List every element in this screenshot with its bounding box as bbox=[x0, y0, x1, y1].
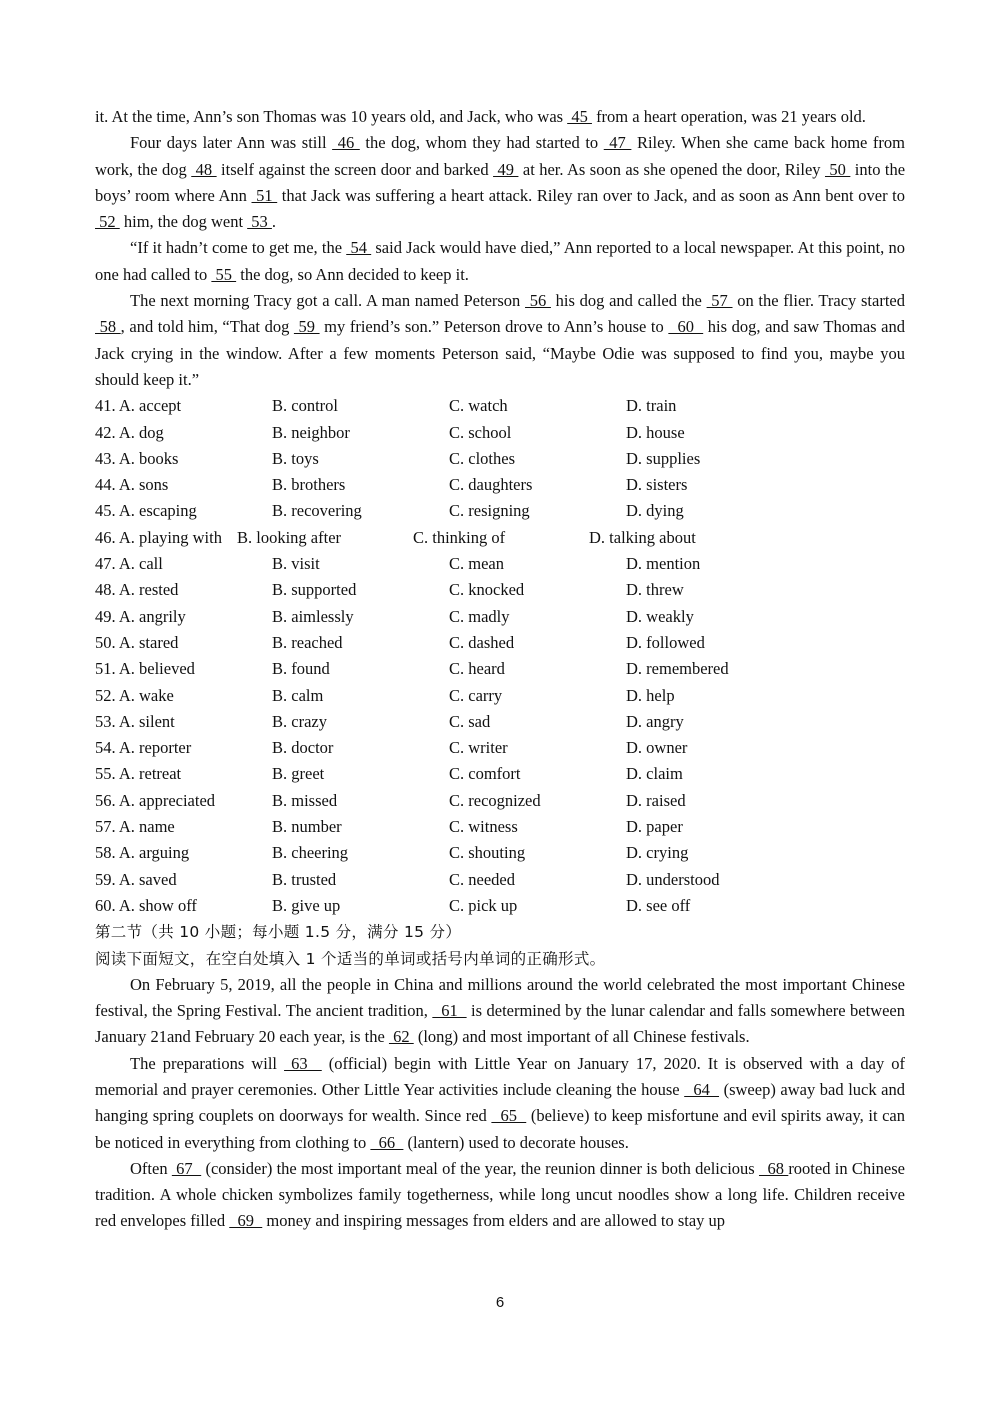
option-c: C. resigning bbox=[449, 501, 530, 521]
passage1-paragraph-3 bbox=[95, 235, 905, 288]
option-d: D. help bbox=[626, 685, 675, 705]
option-a: 53. A. silent bbox=[95, 711, 175, 731]
option-d: D. train bbox=[626, 396, 677, 416]
option-c: C. witness bbox=[449, 817, 518, 837]
option-d: D. talking about bbox=[589, 527, 696, 547]
option-b: B. crazy bbox=[272, 711, 327, 731]
passage-text: the dog, so Ann decided to keep it. bbox=[236, 264, 469, 284]
page-number: 6 bbox=[495, 1294, 505, 1311]
option-row bbox=[95, 604, 905, 630]
passage-text: (consider) the most important meal of the year, the reunion dinner is both delicious bbox=[201, 1158, 759, 1178]
option-a: 52. A. wake bbox=[95, 685, 174, 705]
option-row bbox=[95, 472, 905, 498]
answer-blank: 47 bbox=[603, 133, 632, 153]
option-d: D. threw bbox=[626, 580, 684, 600]
option-a: 44. A. sons bbox=[95, 475, 169, 495]
option-a: 49. A. angrily bbox=[95, 606, 186, 626]
option-d: D. house bbox=[626, 422, 685, 442]
option-row bbox=[95, 393, 905, 419]
passage-text: it. At the time, Ann’s son Thomas was 10 years old, and Jack, who was bbox=[95, 107, 568, 126]
option-d: D. weakly bbox=[626, 606, 694, 626]
option-c: C. needed bbox=[449, 869, 515, 889]
option-row bbox=[95, 814, 905, 840]
option-a: 54. A. reporter bbox=[95, 738, 192, 758]
option-c: C. shouting bbox=[449, 843, 526, 863]
option-b: B. looking after bbox=[237, 527, 342, 547]
passage-text: into the boys’ room where Ann bbox=[95, 159, 906, 205]
answer-blank: 62 bbox=[388, 1027, 414, 1047]
option-d: D. remembered bbox=[626, 659, 729, 679]
answer-options-list bbox=[95, 393, 905, 919]
option-b: B. brothers bbox=[272, 475, 346, 495]
passage-text: Riley. When she came back home from work, the dog bbox=[95, 133, 906, 179]
option-row bbox=[95, 525, 905, 551]
option-c: C. school bbox=[449, 422, 512, 442]
answer-blank: 56 bbox=[525, 291, 551, 311]
option-d: D. supplies bbox=[626, 448, 701, 468]
passage1-paragraph-2 bbox=[95, 130, 905, 235]
option-b: B. calm bbox=[272, 685, 324, 705]
answer-blank: 52 bbox=[95, 212, 120, 232]
answer-blank: 61 bbox=[432, 1001, 467, 1021]
option-d: D. dying bbox=[626, 501, 684, 521]
option-a: 59. A. saved bbox=[95, 869, 177, 889]
option-a: 45. A. escaping bbox=[95, 501, 197, 521]
passage-text: On February 5, 2019, all the people in China and millions around the world celebrated the most important Chinese festival, the Spring Festival. The ancient tradition, bbox=[95, 974, 905, 1021]
option-c: C. heard bbox=[449, 659, 505, 679]
answer-blank: 68 bbox=[758, 1158, 789, 1178]
option-d: D. angry bbox=[626, 711, 684, 731]
exam-page-body bbox=[95, 104, 905, 1235]
option-c: C. clothes bbox=[449, 448, 515, 468]
option-c: C. writer bbox=[449, 738, 508, 758]
answer-blank: 48 bbox=[191, 159, 217, 179]
option-a: 48. A. rested bbox=[95, 580, 179, 600]
option-b: B. trusted bbox=[272, 869, 337, 889]
answer-blank: 50 bbox=[824, 159, 851, 179]
option-d: D. followed bbox=[626, 632, 705, 652]
option-a: 41. A. accept bbox=[95, 396, 182, 416]
answer-blank: 54 bbox=[346, 238, 372, 258]
option-b: B. number bbox=[272, 817, 342, 837]
option-a: 46. A. playing with bbox=[95, 527, 222, 547]
option-row bbox=[95, 761, 905, 787]
passage-text: (lantern) used to decorate houses. bbox=[403, 1132, 629, 1152]
option-c: C. pick up bbox=[449, 895, 518, 915]
option-d: D. sisters bbox=[626, 475, 688, 495]
answer-blank: 46 bbox=[332, 133, 360, 153]
option-a: 55. A. retreat bbox=[95, 764, 182, 784]
passage-text: at her. As soon as she opened the door, Riley bbox=[518, 159, 825, 179]
passage-text: “If it hadn’t come to get me, the bbox=[130, 238, 347, 258]
option-c: C. recognized bbox=[449, 790, 541, 810]
option-b: B. cheering bbox=[272, 843, 349, 863]
option-a: 42. A. dog bbox=[95, 422, 164, 442]
passage-text: the dog, whom they had started to bbox=[359, 133, 604, 153]
section-heading: 第二节（共 10 小题；每小题 1.5 分，满分 15 分） bbox=[95, 923, 462, 942]
option-c: C. thinking of bbox=[413, 527, 506, 547]
passage2-paragraph-3 bbox=[95, 1156, 905, 1235]
passage-text: . bbox=[271, 212, 277, 232]
answer-blank: 65 bbox=[491, 1106, 527, 1126]
passage-text: his dog, and saw Thomas and Jack crying in the window. After a few moments Peterson said, “Maybe Odie was supposed to find you, maybe you should keep it.” bbox=[95, 317, 905, 389]
option-b: B. reached bbox=[272, 632, 343, 652]
option-row bbox=[95, 551, 905, 577]
option-c: C. knocked bbox=[449, 580, 525, 600]
section-instruction: 阅读下面短文，在空白处填入 1 个适当的单词或括号内单词的正确形式。 bbox=[95, 949, 606, 968]
option-row bbox=[95, 840, 905, 866]
option-b: B. toys bbox=[272, 448, 319, 468]
passage-text: (long) and most important of all Chinese festivals. bbox=[413, 1027, 750, 1047]
option-a: 58. A. arguing bbox=[95, 843, 190, 863]
option-row bbox=[95, 893, 905, 919]
option-c: C. watch bbox=[449, 396, 508, 416]
option-b: B. neighbor bbox=[272, 422, 350, 442]
answer-blank: 49 bbox=[493, 159, 519, 179]
option-row bbox=[95, 656, 905, 682]
passage-text: rooted in Chinese tradition. A whole chicken symbolizes family togetherness, while long uncut noodles show a long life. Children receive red envelopes filled bbox=[95, 1158, 905, 1231]
option-row bbox=[95, 577, 905, 603]
answer-blank: 69 bbox=[229, 1211, 263, 1231]
option-c: C. comfort bbox=[449, 764, 521, 784]
passage2-paragraph-2 bbox=[95, 1051, 905, 1156]
passage-text: (official) begin with Little Year on January 17, 2020. It is observed with a day of memorial and prayer ceremonies. Other Little Year activities include cleaning the house bbox=[95, 1053, 906, 1099]
option-row bbox=[95, 735, 905, 761]
passage-text: itself against the screen door and barked bbox=[216, 159, 494, 179]
passage1-paragraph-4 bbox=[95, 288, 905, 393]
answer-blank: 64 bbox=[684, 1079, 720, 1099]
option-row bbox=[95, 709, 905, 735]
option-c: C. dashed bbox=[449, 632, 515, 652]
option-d: D. paper bbox=[626, 817, 683, 837]
option-row bbox=[95, 630, 905, 656]
option-d: D. crying bbox=[626, 843, 689, 863]
option-b: B. aimlessly bbox=[272, 606, 354, 626]
passage2-paragraph-1 bbox=[95, 972, 905, 1051]
passage-text: on the flier. Tracy started bbox=[732, 291, 905, 311]
passage-text: that Jack was suffering a heart attack. Riley ran over to Jack, and as soon as Ann bent over to bbox=[277, 185, 905, 205]
answer-blank: 57 bbox=[706, 291, 733, 311]
option-row bbox=[95, 788, 905, 814]
passage-text: (believe) to keep misfortune and evil spirits away, it can be noticed in everything from clothing to bbox=[95, 1106, 906, 1152]
option-a: 50. A. stared bbox=[95, 632, 179, 652]
passage-text: The next morning Tracy got a call. A man named Peterson bbox=[130, 291, 526, 311]
option-b: B. visit bbox=[272, 554, 320, 574]
passage-text: said Jack would have died,” Ann reported to a local newspaper. At this point, no one had called to bbox=[95, 238, 906, 284]
answer-blank: 58 bbox=[95, 317, 121, 337]
option-b: B. found bbox=[272, 659, 330, 679]
option-a: 57. A. name bbox=[95, 817, 175, 837]
passage-text: Often bbox=[130, 1158, 172, 1178]
option-b: B. control bbox=[272, 396, 338, 416]
option-d: D. mention bbox=[626, 554, 701, 574]
option-c: C. carry bbox=[449, 685, 503, 705]
passage-text: his dog and called the bbox=[550, 291, 707, 311]
answer-blank: 66 bbox=[370, 1132, 404, 1152]
option-row bbox=[95, 867, 905, 893]
option-row bbox=[95, 498, 905, 524]
answer-blank: 59 bbox=[293, 317, 320, 337]
option-b: B. recovering bbox=[272, 501, 362, 521]
passage-text: (sweep) away bad luck and hanging spring couplets on doorways for wealth. Since red bbox=[95, 1079, 906, 1126]
passage-text: from a heart operation, was 21 years old. bbox=[591, 107, 866, 126]
option-d: D. raised bbox=[626, 790, 686, 810]
passage-text: The preparations will bbox=[130, 1053, 285, 1073]
answer-blank: 51 bbox=[251, 185, 278, 205]
option-b: B. doctor bbox=[272, 738, 334, 758]
option-b: B. greet bbox=[272, 764, 325, 784]
option-a: 60. A. show off bbox=[95, 895, 197, 915]
passage-text: money and inspiring messages from elders and are allowed to stay up bbox=[262, 1211, 726, 1231]
option-b: B. give up bbox=[272, 895, 341, 915]
passage-text: , and told him, “That dog bbox=[120, 317, 294, 337]
option-a: 47. A. call bbox=[95, 554, 163, 574]
option-a: 43. A. books bbox=[95, 448, 179, 468]
option-a: 51. A. believed bbox=[95, 659, 195, 679]
option-d: D. owner bbox=[626, 738, 688, 758]
option-row bbox=[95, 683, 905, 709]
passage-text: Four days later Ann was still bbox=[130, 133, 333, 153]
option-a: 56. A. appreciated bbox=[95, 790, 216, 810]
option-c: C. sad bbox=[449, 711, 491, 731]
passage-text: my friend’s son.” Peterson drove to Ann’s house to bbox=[319, 317, 669, 337]
option-row bbox=[95, 420, 905, 446]
answer-blank: 60 bbox=[668, 317, 704, 337]
option-b: B. supported bbox=[272, 580, 357, 600]
passage-text: him, the dog went bbox=[119, 212, 248, 232]
option-d: D. claim bbox=[626, 764, 683, 784]
option-c: C. daughters bbox=[449, 475, 533, 495]
answer-blank: 53 bbox=[247, 212, 272, 232]
passage-text: is determined by the lunar calendar and falls somewhere between January 21and February 20 each year, is the bbox=[95, 1001, 906, 1047]
answer-blank: 45 bbox=[567, 107, 592, 126]
option-c: C. madly bbox=[449, 606, 510, 626]
passage1-paragraph-1 bbox=[95, 104, 905, 130]
option-d: D. see off bbox=[626, 895, 691, 915]
answer-blank: 55 bbox=[211, 264, 237, 284]
answer-blank: 63 bbox=[284, 1053, 322, 1073]
option-b: B. missed bbox=[272, 790, 338, 810]
option-row bbox=[95, 446, 905, 472]
answer-blank: 67 bbox=[171, 1158, 202, 1178]
option-d: D. understood bbox=[626, 869, 720, 889]
option-c: C. mean bbox=[449, 554, 504, 574]
